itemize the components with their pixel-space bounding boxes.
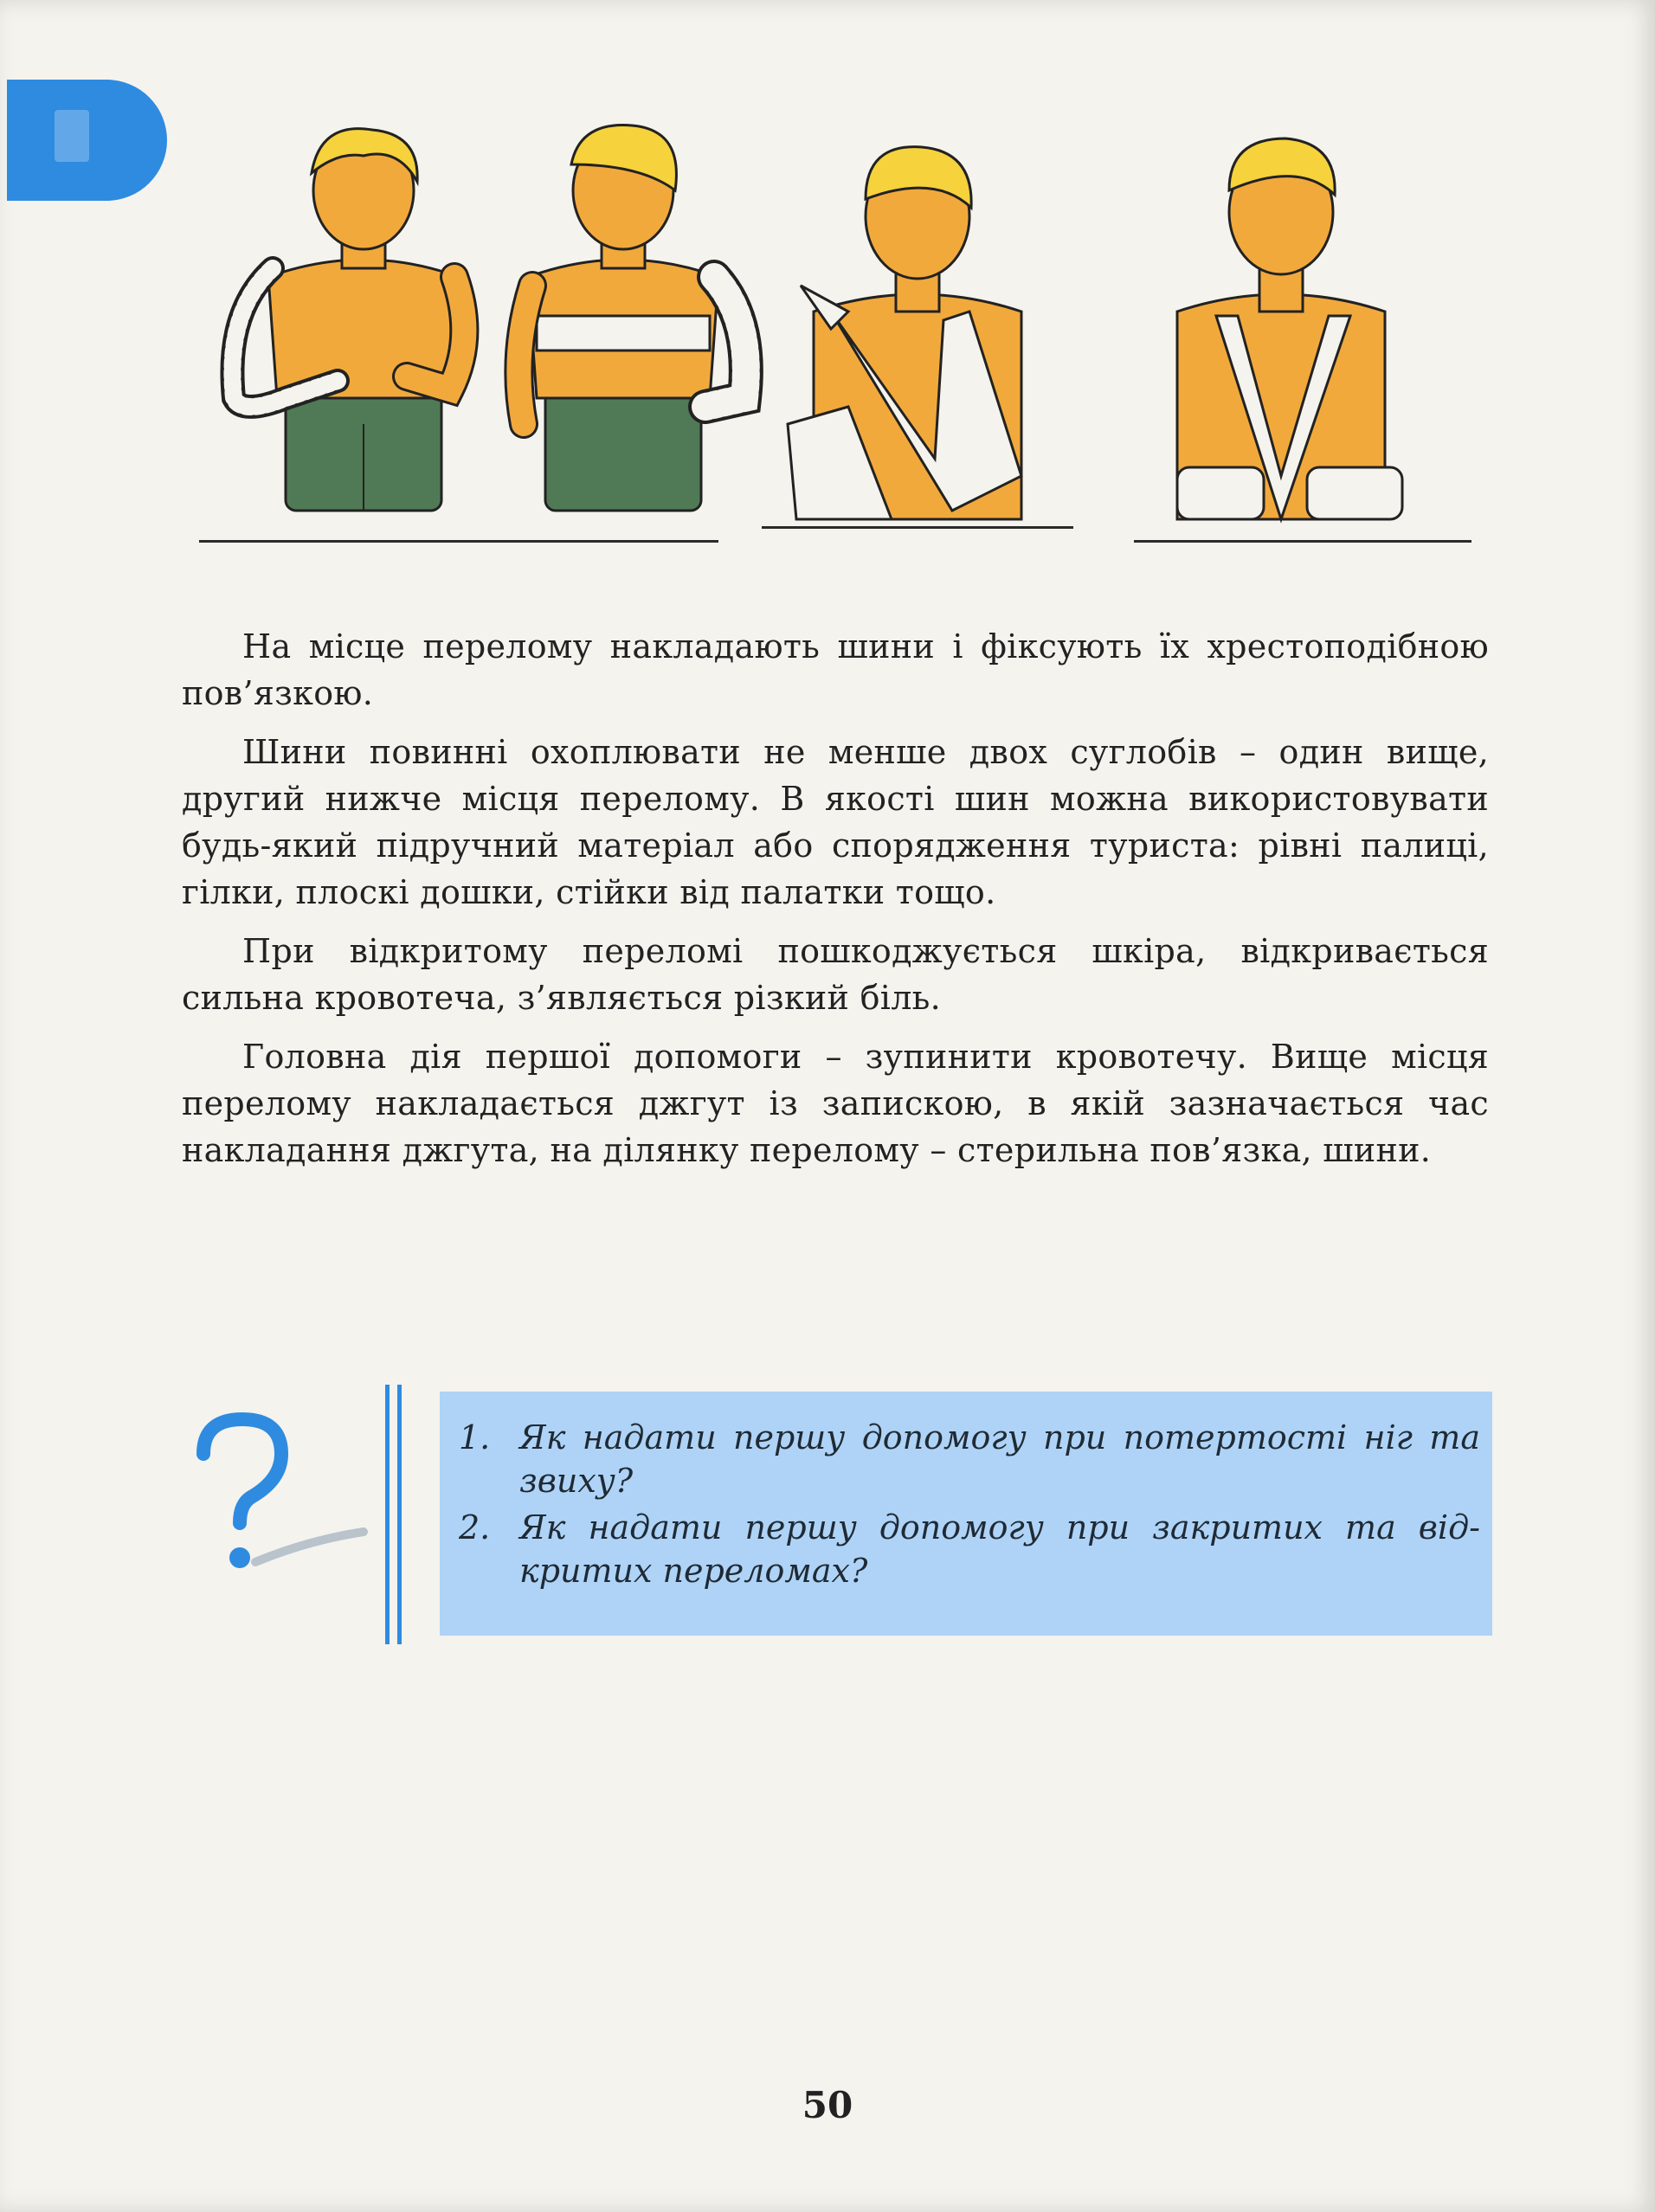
questions-list (459, 1416, 1480, 1596)
question-mark-icon (177, 1411, 368, 1584)
illustration-svg (190, 113, 1489, 563)
question-divider (385, 1385, 406, 1644)
paragraph-1: На місце перелому накладають шини і фіксують їх хрестоподібною пов’язкою. (182, 627, 1489, 712)
question-text: Як надати першу допомогу при закритих та відкритих переломах? (519, 1508, 1480, 1590)
paragraph-4: Головна дія першої допомоги – зупинити кровотечу. Вище місця перелому накладається джгут із запискою, в якій зазначається час накладання джгута, на ділянку перелому – стерильна пов’язка, шини. (182, 1038, 1489, 1169)
ground-line-mid (762, 526, 1073, 529)
question-text: Як надати першу допомогу при потертості ніг та звиху? (519, 1418, 1480, 1500)
figure-splinted-arm-back (518, 125, 745, 511)
question-number: 2. (459, 1508, 491, 1546)
figure-double-sling (1177, 138, 1402, 519)
question-item (459, 1416, 1480, 1502)
body-text (182, 623, 1489, 1174)
paragraph-3: При відкритому переломі пошкоджується шкіра, відкривається сильна кровотеча, з’являється різкий біль. (182, 932, 1489, 1017)
question-number: 1. (459, 1418, 491, 1456)
question-item (459, 1506, 1480, 1592)
figure-arm-sling (788, 147, 1021, 519)
ground-line-right (1134, 540, 1471, 543)
paragraph-2: Шини повинні охоплювати не менше двох суглобів – один вище, другий нижче місця перелому. В якості шин можна використовувати будь-який підручний матеріал або спорядження туриста: рівні палиці, гілки, плоскі дошки, стійки від палатки тощо. (182, 733, 1489, 911)
ground-line-left (199, 540, 718, 543)
figure-splinted-arm-front (232, 129, 464, 511)
chapter-tab (7, 80, 167, 201)
page-number: 50 (802, 2084, 853, 2126)
bandage-illustrations (190, 113, 1489, 563)
